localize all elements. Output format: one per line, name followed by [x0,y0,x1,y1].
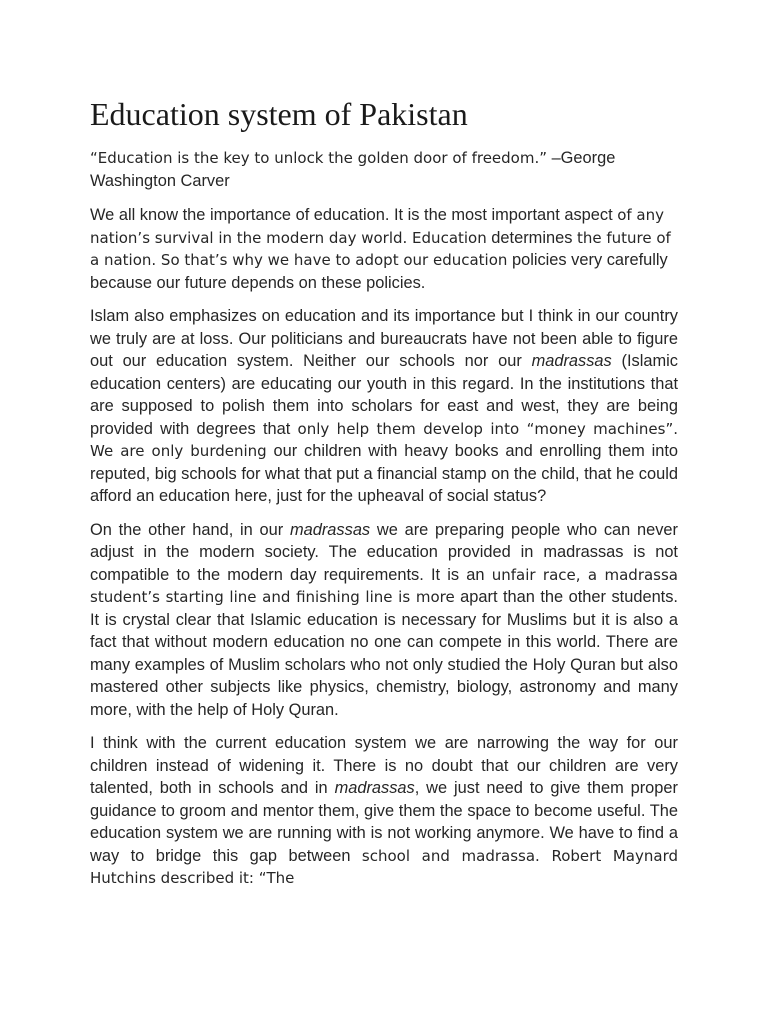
paragraph-3 [90,519,678,722]
p2-segment-3: (Islamic education centers) are educating our youth in this regard. In the institutions that are supposed to polish them into scholars for east and west, they are being provided with degrees that [90,352,678,438]
epigraph-quote [90,147,678,192]
p1-segment-1: We all know the importance of education. It is the most important aspect [90,206,618,224]
paragraph-2 [90,305,678,508]
p4-segment-3: , we just need to give them proper guidance to groom and mentor them, give them the space to become useful. The education system we are running with is not working anymore. We have to find a way to bridge this gap between [90,779,678,865]
paragraph-1 [90,204,678,294]
quote-attribution: –George Washington Carver [90,149,616,190]
p1-segment-4: the future of a nation. So that’s why we have to adopt our education [90,228,671,269]
p1-segment-5: policies very carefully because our future depends on these policies. [90,251,668,292]
p1-segment-2: of any nation’s survival in the modern day world. Education [90,206,665,247]
document-title: Education system of Pakistan [90,96,468,132]
p2-segment-5: our children with heavy books and enrolling them into reputed, big schools for what that put a financial stamp on the child, that he could afford an education here, just for the upheaval of social status? [90,442,679,505]
p2-segment-1: Islam also emphasizes on education and its importance but I think in our country we truly are at loss. Our politicians and bureaucrats have not been able to figure out our education system. Neither our schools nor our [90,307,678,370]
p4-segment-4: school and madrassa. Robert Maynard Hutchins described it: “The [90,846,679,887]
p2-italic-madrassas: madrassas [531,352,612,370]
p3-segment-1: On the other hand, in our [90,520,290,539]
p2-segment-4: only help them develop into “money machines”. We are only burdening [90,419,678,460]
document-page [90,94,678,901]
p3-segment-5: apart than the other students. It is crystal clear that Islamic education is necessary for Muslims but it is also a fact that without modern education no one can compete in this world. There are many examples of Muslim scholars who not only studied the Holy Quran but also mastered other subjects like physics, chemistry, biology, astronomy and many more, with the help of Holy Quran. [90,588,678,719]
quote-text: “Education is the key to unlock the golden door of freedom.” [90,149,548,167]
paragraph-4 [90,732,678,890]
p1-segment-3: determines [486,228,577,247]
p3-segment-3: we are preparing people who can never adjust in the modern society. The education provided in madrassas is not compatible to the modern day requirements. It is an [90,520,678,584]
p3-segment-4: unfair race, a madrassa student’s starting line and finishing line is more [90,565,678,606]
p4-italic-madrassas: madrassas [334,779,415,797]
p3-italic-madrassas: madrassas [289,520,371,539]
p4-segment-1: I think with the current education system we are narrowing the way for our children instead of widening it. There is no doubt that our children are very talented, both in schools and in [90,734,678,797]
